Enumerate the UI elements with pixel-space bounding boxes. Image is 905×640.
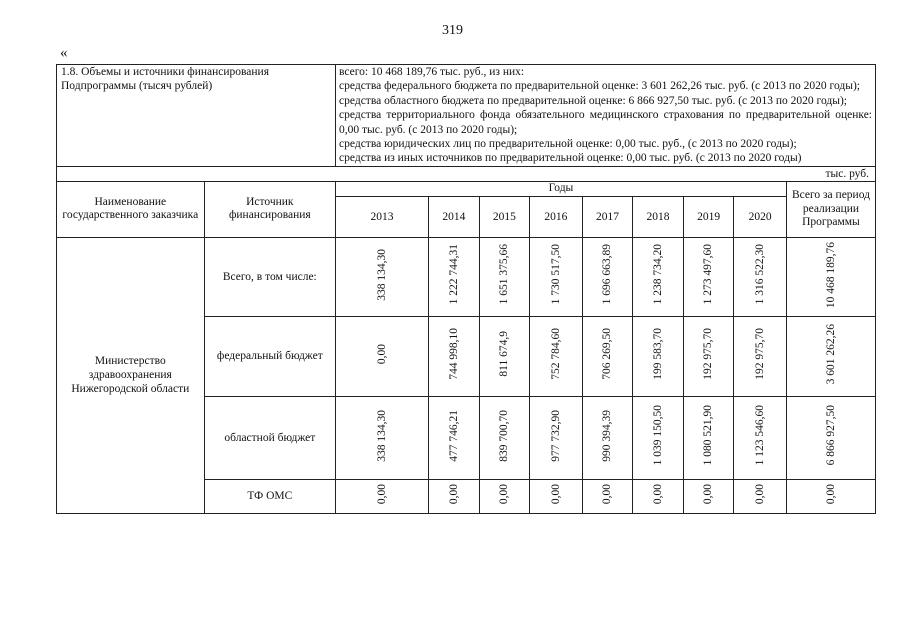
value-cell: 0,00 xyxy=(336,479,429,513)
total-cell: 0,00 xyxy=(786,479,875,513)
value-cell: 1 238 734,20 xyxy=(633,237,684,316)
value-cell: 811 674,9 xyxy=(479,316,530,396)
financing-label xyxy=(57,65,336,167)
value-cell: 0,00 xyxy=(336,316,429,396)
value-cell: 338 134,30 xyxy=(336,396,429,479)
total-cell: 10 468 189,76 xyxy=(786,237,875,316)
source-cell: ТФ ОМС xyxy=(204,479,335,513)
value-cell: 1 651 375,66 xyxy=(479,237,530,316)
year-header: 2015 xyxy=(479,196,530,237)
value-cell: 0,00 xyxy=(582,479,633,513)
page-number: 319 xyxy=(442,23,463,38)
value-cell: 0,00 xyxy=(734,479,787,513)
header-customer: Наименование государственного заказчика xyxy=(57,182,205,238)
value-cell: 977 732,90 xyxy=(530,396,583,479)
value-cell: 192 975,70 xyxy=(734,316,787,396)
value-cell: 752 784,60 xyxy=(530,316,583,396)
value-cell: 744 998,10 xyxy=(429,316,480,396)
financing-summary-row xyxy=(57,65,876,167)
year-header: 2017 xyxy=(582,196,633,237)
value-cell: 0,00 xyxy=(683,479,734,513)
financing-total: всего: 10 468 189,76 тыс. руб., из них: xyxy=(339,66,525,78)
value-cell: 0,00 xyxy=(633,479,684,513)
header-source: Источник финансирования xyxy=(204,182,335,238)
total-cell: 6 866 927,50 xyxy=(786,396,875,479)
value-cell: 1 123 546,60 xyxy=(734,396,787,479)
year-header: 2018 xyxy=(633,196,684,237)
value-cell: 1 080 521,90 xyxy=(683,396,734,479)
financing-tfoms: средства территориального фонда обязательного медицинского страхования по предварительной оценке: 0,00 тыс. руб. (с 2013 по 2020 годы); xyxy=(339,109,872,136)
value-cell: 839 700,70 xyxy=(479,396,530,479)
value-cell: 706 269,50 xyxy=(582,316,633,396)
source-cell: Всего, в том числе: xyxy=(204,237,335,316)
financing-legal: средства юридических лиц по предварительной оценке: 0,00 тыс. руб., (с 2013 по 2020 годы); xyxy=(339,137,797,150)
value-cell: 192 975,70 xyxy=(683,316,734,396)
financing-other: средства из иных источников по предварительной оценке: 0,00 тыс. руб. (с 2013 по 2020 годы) xyxy=(339,152,802,165)
value-cell: 0,00 xyxy=(429,479,480,513)
year-header: 2019 xyxy=(683,196,734,237)
value-cell: 1 222 744,31 xyxy=(429,237,480,316)
financing-label-line: Подпрограммы (тысяч рублей) xyxy=(61,80,213,93)
financing-table xyxy=(56,64,876,514)
value-cell: 1 039 150,50 xyxy=(633,396,684,479)
source-cell: областной бюджет xyxy=(204,396,335,479)
total-cell: 3 601 262,26 xyxy=(786,316,875,396)
unit-row xyxy=(57,166,876,181)
value-cell: 1 696 663,89 xyxy=(582,237,633,316)
financing-description xyxy=(336,65,876,167)
year-header: 2016 xyxy=(530,196,583,237)
value-cell: 199 583,70 xyxy=(633,316,684,396)
value-cell: 0,00 xyxy=(479,479,530,513)
value-cell: 0,00 xyxy=(530,479,583,513)
year-header: 2013 xyxy=(336,196,429,237)
table-row xyxy=(57,237,876,316)
value-cell: 338 134,30 xyxy=(336,237,429,316)
value-cell: 990 394,39 xyxy=(582,396,633,479)
financing-label-line: 1.8. Объемы и источники финансирования xyxy=(61,66,270,78)
value-cell: 1 273 497,60 xyxy=(683,237,734,316)
financing-regional: средства областного бюджета по предварительной оценке: 6 866 927,50 тыс. руб. (с 2013 по 2020 годы); xyxy=(339,94,847,107)
year-header: 2014 xyxy=(429,196,480,237)
unit-label: тыс. руб. xyxy=(57,166,876,181)
financing-federal: средства федерального бюджета по предварительной оценке: 3 601 262,26 тыс. руб. (с 2013 по 2020 годы); xyxy=(339,80,860,93)
open-quote: « xyxy=(60,45,68,61)
year-header: 2020 xyxy=(734,196,787,237)
document-body xyxy=(56,64,876,514)
value-cell: 1 730 517,50 xyxy=(530,237,583,316)
source-cell: федеральный бюджет xyxy=(204,316,335,396)
header-row-1 xyxy=(57,182,876,197)
header-years: Годы xyxy=(336,182,787,197)
header-total: Всего за период реализации Программы xyxy=(786,182,875,238)
value-cell: 477 746,21 xyxy=(429,396,480,479)
customer-cell: Министерство здравоохранения Нижегородской области xyxy=(57,237,205,513)
value-cell: 1 316 522,30 xyxy=(734,237,787,316)
